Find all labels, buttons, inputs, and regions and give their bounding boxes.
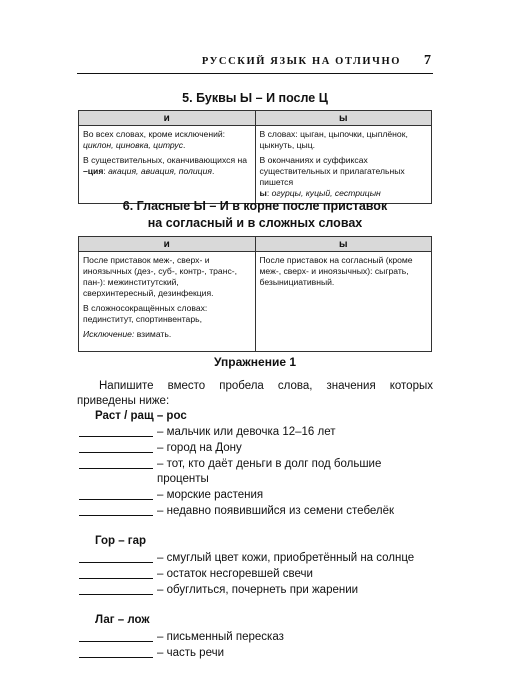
- header-rule: [77, 73, 433, 74]
- table-cell-y: После приставок на согласный (кроме меж-, сверх- и иноязычных): сыграть, безынициативный.: [255, 252, 432, 352]
- table-cell-i: Во всех словах, кроме исключений: циклон, циновка, цитрус. В существительных, оканчивающихся на –ция: акация, авиация, полиция.: [79, 126, 256, 204]
- group-title: Гор – гар: [95, 535, 146, 547]
- table-header-i: и: [79, 237, 256, 252]
- answer-blank[interactable]: [79, 646, 153, 658]
- answer-blank[interactable]: [79, 504, 153, 516]
- running-header: [77, 52, 433, 74]
- answer-blank[interactable]: [79, 488, 153, 500]
- list-item: – город на Дону: [79, 441, 435, 458]
- section-6-title: 6. Гласные Ы – И в корне после приставок на согласный и в сложных словах: [122, 199, 388, 230]
- list-item: – смуглый цвет кожи, приобретённый на солнце: [79, 551, 435, 568]
- answer-blank[interactable]: [79, 441, 153, 453]
- section-5-table: [78, 110, 432, 204]
- list-item: – недавно появившийся из семени стебелёк: [79, 504, 435, 521]
- exercise-title: Упражнение 1: [214, 355, 296, 369]
- list-item: – остаток несгоревшей свечи: [79, 567, 435, 584]
- book-title: РУССКИЙ ЯЗЫК НА ОТЛИЧНО: [201, 56, 401, 67]
- table-cell-i: После приставок меж-, сверх- и иноязычных (дез-, суб-, контр-, транс-, пан-): межинститутский, сверхинтересный, дезинфекция. В сложносокращённых словах: пединститут, спортинвентарь, Исключение: взимать.: [79, 252, 256, 352]
- section-6-table: [78, 236, 432, 352]
- answer-blank[interactable]: [79, 425, 153, 437]
- exercise-intro: Напишите вместо пробела слова, значения которых приведены ниже:: [77, 380, 433, 407]
- list-item: – часть речи: [79, 646, 435, 663]
- list-item: – обуглиться, почернеть при жарении: [79, 583, 435, 600]
- group-title: Раст / ращ – рос: [95, 410, 187, 422]
- answer-blank[interactable]: [79, 630, 153, 642]
- answer-blank[interactable]: [79, 551, 153, 563]
- table-cell-y: В словах: цыган, цыпочки, цыплёнок, цыкнуть, цыц. В окончаниях и суффиксах существительных и прилагательных пишется ы: огурцы, куцый, сестрицын: [255, 126, 432, 204]
- answer-blank[interactable]: [79, 567, 153, 579]
- list-item: – мальчик или девочка 12–16 лет: [79, 425, 435, 442]
- answer-blank[interactable]: [79, 457, 153, 469]
- group-title: Лаг – лож: [95, 614, 150, 626]
- list-item: – тот, кто даёт деньги в долг под большие проценты: [79, 457, 435, 487]
- page-number: 7: [424, 53, 431, 68]
- list-item: – письменный пересказ: [79, 630, 435, 647]
- table-header-y: ы: [255, 111, 432, 126]
- table-header-y: ы: [255, 237, 432, 252]
- answer-blank[interactable]: [79, 583, 153, 595]
- list-item: – морские растения: [79, 488, 435, 505]
- table-header-i: и: [79, 111, 256, 126]
- section-5-title: 5. Буквы Ы – И после Ц: [182, 91, 328, 105]
